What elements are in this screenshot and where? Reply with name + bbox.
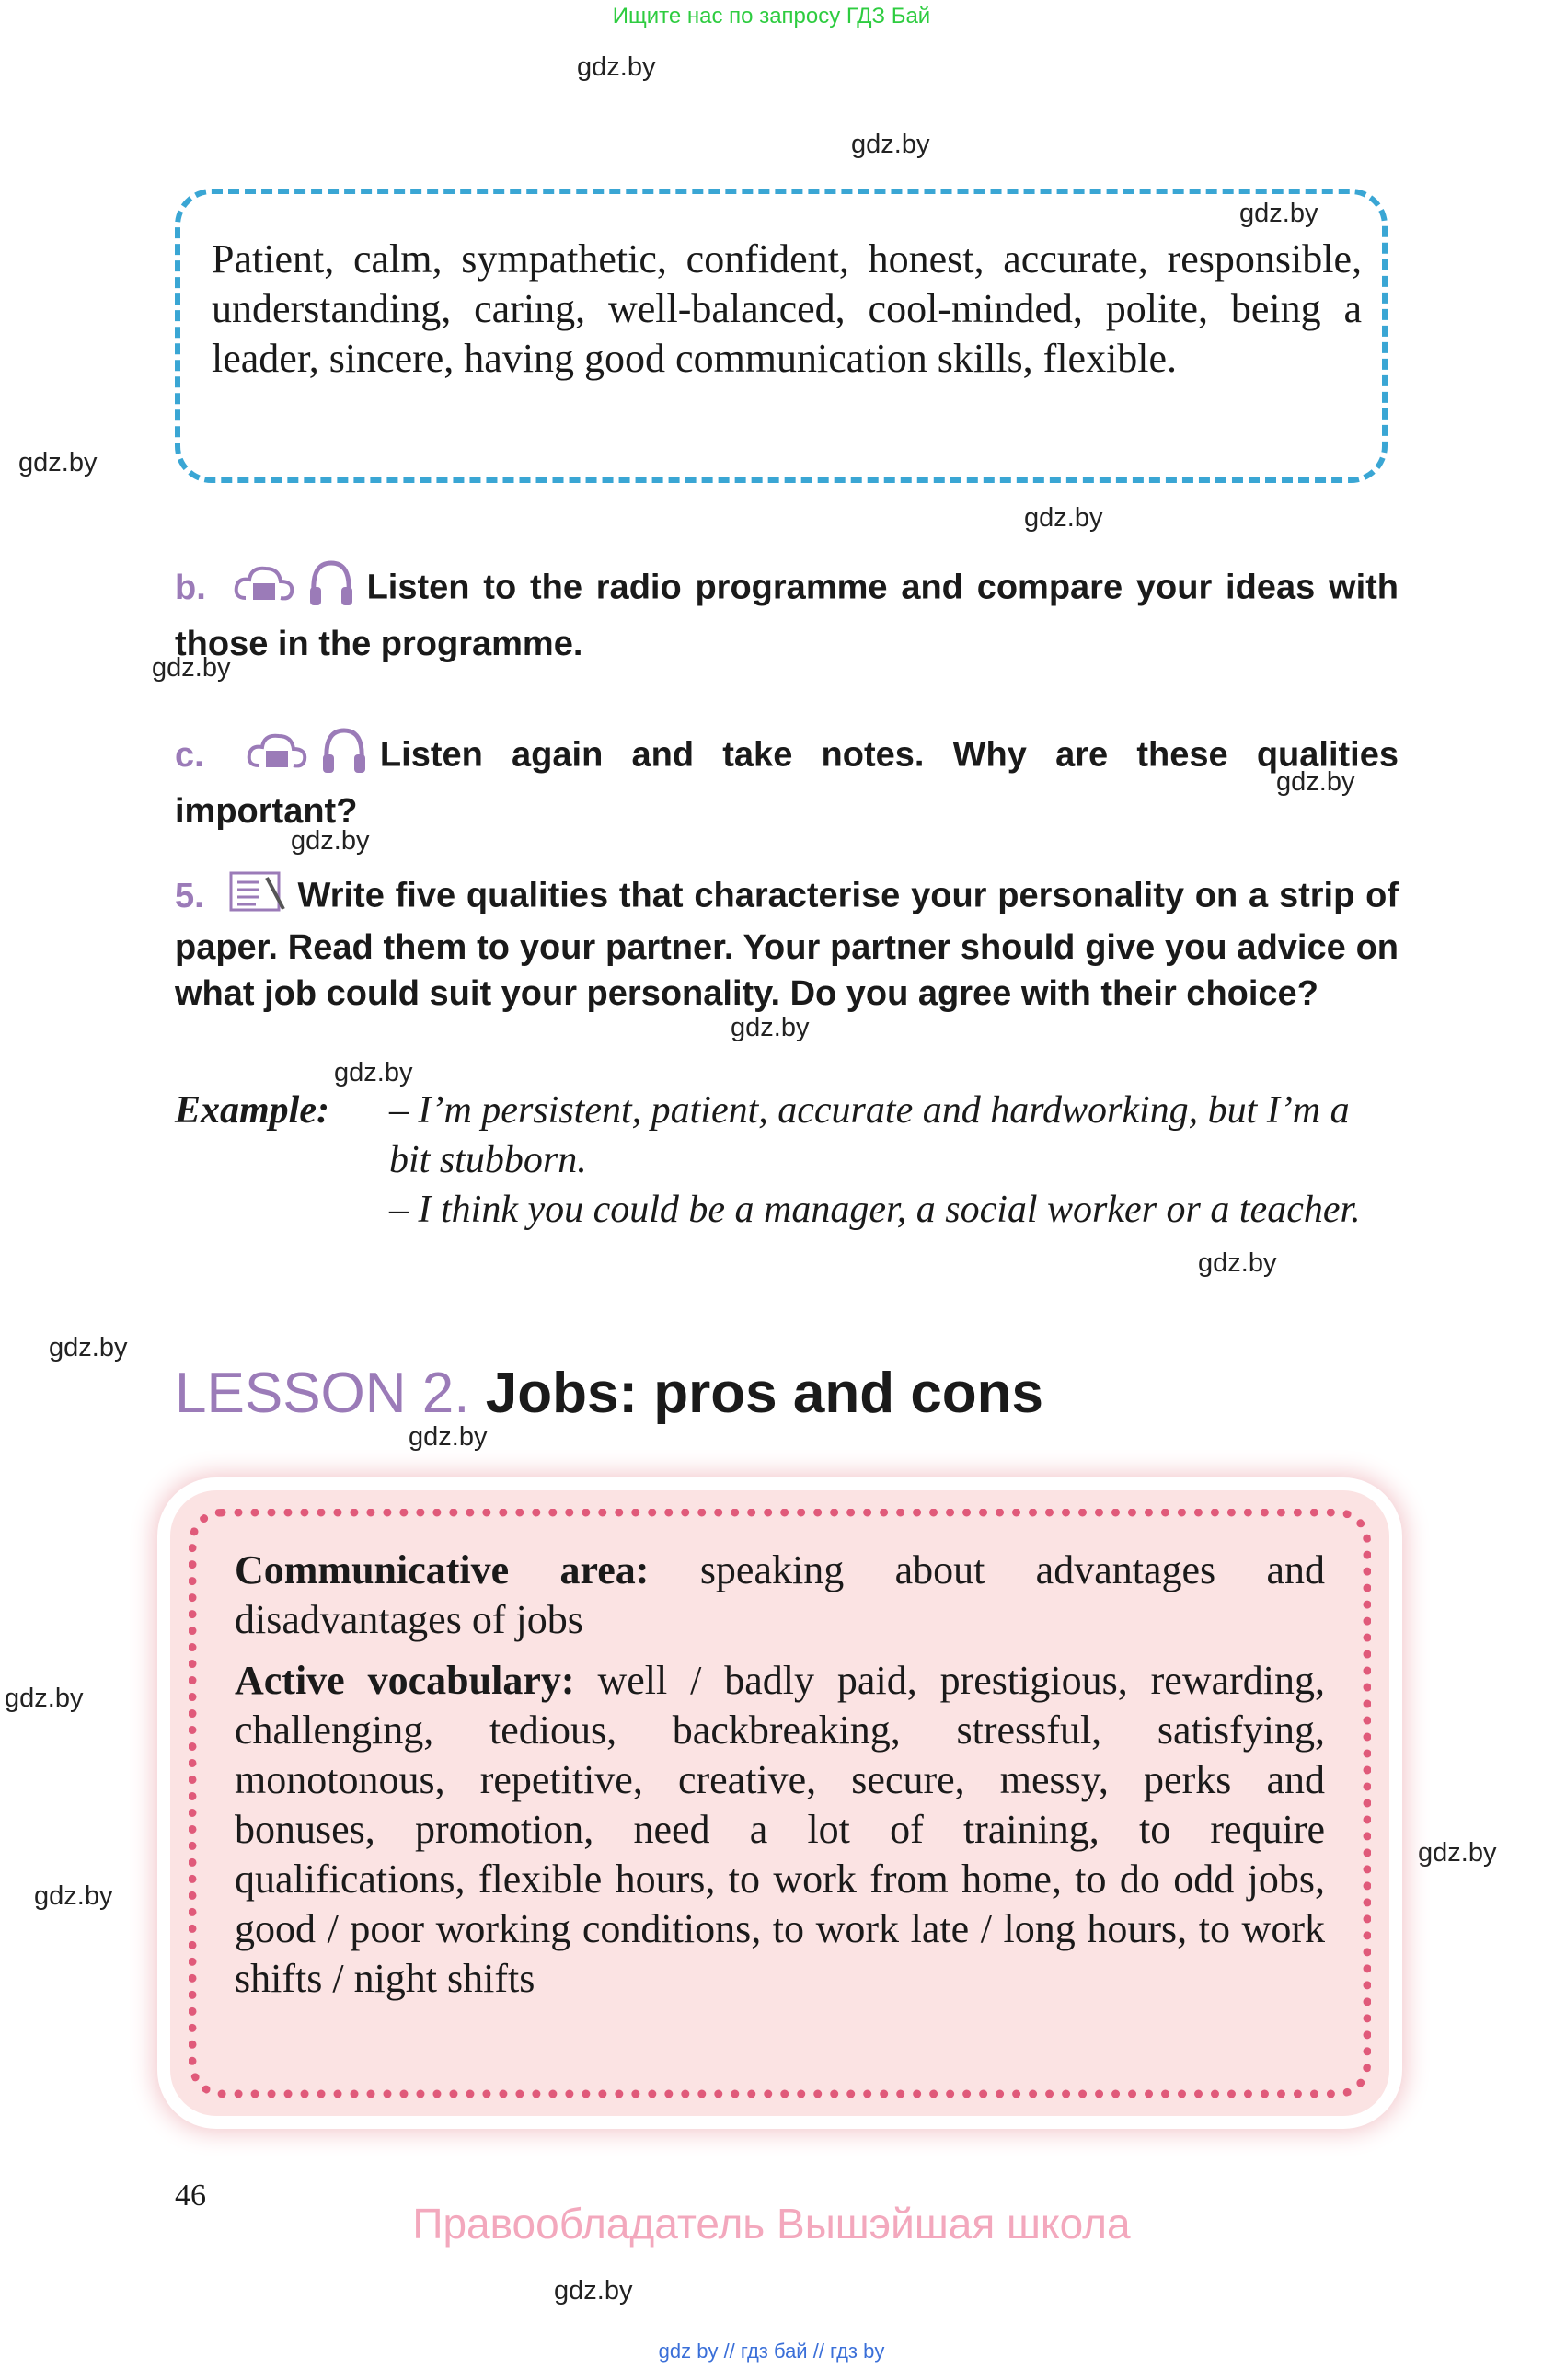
headphones-icon — [306, 558, 356, 621]
task-c-label: c. — [175, 735, 204, 775]
watermark: gdz.by — [1418, 1838, 1497, 1868]
lesson-info-text — [235, 1546, 1325, 2015]
task-c — [175, 725, 1399, 834]
communicative-area — [235, 1546, 1325, 1645]
vocab-text: well / badly paid, prestigious, rewarding, challenging, tedious, backbreaking, stressful, satisfying, monotonous, repetitive, creative, secure, messy, perks and bonuses, promotion, need a lot of training, to require qualifications, flexible hours, to work from home, to do odd jobs, good / poor working conditions, to work late / long hours, to work shifts / night shifts — [235, 1658, 1325, 2001]
page-number: 46 — [175, 2179, 206, 2213]
cloud-folder-icon — [246, 727, 308, 787]
communicative-label: Communicative area: — [235, 1547, 650, 1592]
lesson-title: Jobs: pros and cons — [485, 1362, 1044, 1425]
watermark: gdz.by — [5, 1684, 84, 1713]
notebook-writing-icon — [228, 870, 287, 925]
watermark: gdz.by — [18, 448, 98, 477]
active-vocabulary — [235, 1656, 1325, 2004]
task-b — [175, 558, 1399, 667]
watermark: gdz.by — [291, 826, 370, 856]
top-banner: Ищите нас по запросу ГДЗ Бай — [612, 4, 931, 29]
communicative-text: speaking about advantages and disadvantages of jobs — [235, 1547, 1326, 1642]
watermark: gdz.by — [1198, 1248, 1277, 1278]
watermark: gdz.by — [851, 130, 930, 159]
watermark: gdz.by — [409, 1422, 488, 1452]
footer: gdz by // гдз бай // гдз by — [658, 2340, 885, 2363]
watermark: gdz.by — [731, 1013, 810, 1042]
example-line-2: – I think you could be a manager, a social worker or a teacher. — [389, 1189, 1361, 1231]
task-5 — [175, 870, 1399, 1017]
task-c-text: Listen again and take notes. Why are these qualities important? — [175, 735, 1399, 831]
watermark: gdz.by — [49, 1333, 128, 1362]
task-b-text: Listen to the radio programme and compare your ideas with those in the programme. — [175, 568, 1399, 663]
lesson-number: LESSON 2. — [175, 1362, 470, 1425]
watermark: gdz.by — [554, 2276, 633, 2305]
task-5-text: Write five qualities that characterise your personality on a strip of paper. Read them to your partner. Your partner should give you advice on what job could suit your personality. Do you agree with their choice? — [175, 876, 1399, 1013]
watermark: gdz.by — [1024, 503, 1103, 533]
task-b-label: b. — [175, 568, 206, 607]
example-line-1: – I’m persistent, patient, accurate and hardworking, but I’m a bit stubborn. — [389, 1089, 1350, 1181]
vocab-label: Active vocabulary: — [235, 1658, 575, 1703]
watermark: gdz.by — [577, 52, 656, 82]
watermark: gdz.by — [1239, 199, 1318, 228]
watermark: gdz.by — [1276, 767, 1355, 797]
cloud-folder-icon — [233, 559, 295, 619]
watermark: gdz.by — [34, 1881, 113, 1911]
copyright: Правообладатель Вышэйшая школа — [412, 2200, 1131, 2248]
headphones-icon — [319, 725, 369, 788]
qualities-text: Patient, calm, sympathetic, confident, honest, accurate, responsible, understanding, caring, well-balanced, cool-minded, polite, being a leader, sincere, having good communication skills, flexible. — [212, 236, 1362, 381]
task-5-label: 5. — [175, 876, 204, 915]
example-label: Example: — [175, 1089, 329, 1132]
lesson-heading — [175, 1362, 1043, 1426]
watermark: gdz.by — [152, 653, 231, 683]
watermark: gdz.by — [334, 1058, 413, 1087]
